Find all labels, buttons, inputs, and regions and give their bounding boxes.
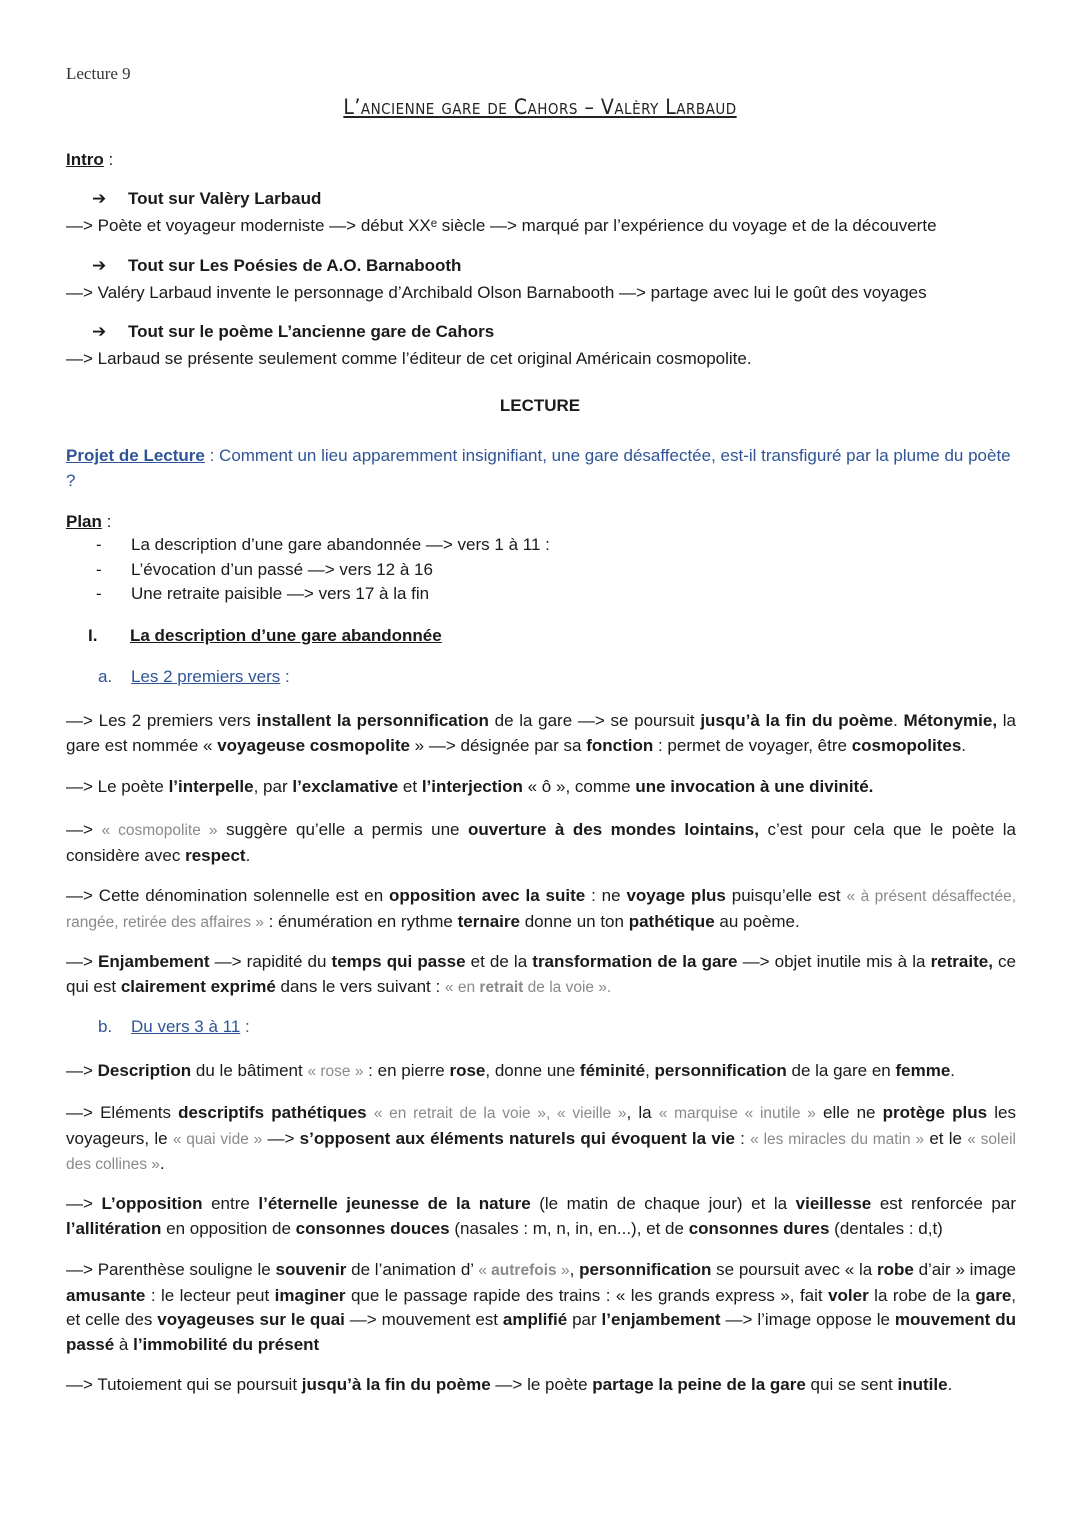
section-heading: I. La description d’une gare abandonnée xyxy=(88,626,442,645)
paragraph-2: —> Le poète l’interpelle, par l’exclamative et l’interjection « ô », comme une invocation à une divinité. xyxy=(66,777,874,796)
intro-detail-3: —> Larbaud se présente seulement comme l’éditeur de cet original Américain cosmopolite. xyxy=(66,349,752,368)
paragraph-6: —> Description du le bâtiment « rose » : en pierre rose, donne une féminité, personnification de la gare en femme. xyxy=(66,1061,956,1080)
paragraph-4: —> Cette dénomination solennelle est en opposition avec la suite : ne voyage plus puisqu’elle est « à présent désaffectée, rangée, retirée des affaires » : énumération en rythme ternaire donne un ton pathétique au poème. xyxy=(66,886,1017,931)
intro-heading-line: Intro : xyxy=(66,150,114,169)
plan-item: - L’évocation d’un passé —> vers 12 à 16 xyxy=(96,560,433,579)
projet-label: Projet de Lecture xyxy=(66,446,205,465)
plan-heading-line: Plan : xyxy=(66,512,112,531)
intro-detail-2: —> Valéry Larbaud invente le personnage d’Archibald Olson Barnabooth —> partage avec lui le goût des voyages xyxy=(66,283,927,302)
projet-text: : Comment un lieu apparemment insignifiant, une gare désaffectée, est-il transfiguré par la plume du poète ? xyxy=(66,446,1011,490)
plan-item: - La description d’une gare abandonnée —> vers 1 à 11 : xyxy=(96,535,550,554)
intro-bullet-2: ➔ Tout sur Les Poésies de A.O. Barnabooth xyxy=(92,256,462,275)
paragraph-7: —> Eléments descriptifs pathétiques « en retrait de la voie », « vieille », la « marquise « inutile » elle ne protège plus les voyageurs, le « quai vide » —> s’opposent aux éléments naturels qui évoquent la vie : « les miracles du matin » et le « soleil des collines ». xyxy=(66,1103,1016,1173)
projet-de-lecture xyxy=(66,444,1016,493)
paragraph-9: —> Parenthèse souligne le souvenir de l’animation d’ « autrefois », personnification se poursuit avec « la robe d’air » image amusante : le lecteur peut imaginer que le passage rapide des trains : « les grands express », fait voler la robe de la gare, et celle des voyageuses sur le quai —> mouvement est amplifié par l’enjambement —> l’image oppose le mouvement du passé à l’immobilité du présent xyxy=(66,1260,1017,1354)
paragraph-3: —> « cosmopolite » suggère qu’elle a permis une ouverture à des mondes lointains, c’est pour cela que le poète la considère avec respect. xyxy=(66,820,1017,865)
intro-bullet-1: ➔ Tout sur Valèry Larbaud xyxy=(92,189,322,208)
page-title: L’ancienne gare de Cahors – Valèry Larbaud xyxy=(343,95,737,119)
subsection-a: a. Les 2 premiers vers : xyxy=(98,667,290,686)
paragraph-1: —> Les 2 premiers vers installent la personnification de la gare —> se poursuit jusqu’à la fin du poème. Métonymie, la gare est nommée « voyageuse cosmopolite » —> désignée par sa fonction : permet de voyager, être cosmopolites. xyxy=(66,711,1016,755)
plan-item: - Une retraite paisible —> vers 17 à la fin xyxy=(96,584,430,603)
plan-heading: Plan xyxy=(66,512,102,531)
arrow-right-icon: ➔ xyxy=(92,256,107,275)
paragraph-5: —> Enjambement —> rapidité du temps qui passe et de la transformation de la gare —> objet inutile mis à la retraite, ce qui est clairement exprimé dans le vers suivant : « en retrait de la voie ». xyxy=(66,952,1016,996)
intro-heading: Intro xyxy=(66,150,104,169)
intro-bullet-3: ➔ Tout sur le poème L’ancienne gare de Cahors xyxy=(92,322,495,341)
subsection-b: b. Du vers 3 à 11 : xyxy=(98,1017,250,1036)
lecture-label: Lecture 9 xyxy=(66,64,131,83)
intro-detail-1: —> Poète et voyageur moderniste —> début XXᵉ siècle —> marqué par l’expérience du voyage et de la découverte xyxy=(66,216,937,235)
paragraph-10: —> Tutoiement qui se poursuit jusqu’à la fin du poème —> le poète partage la peine de la gare qui se sent inutile. xyxy=(66,1375,953,1394)
arrow-right-icon: ➔ xyxy=(92,189,107,208)
paragraph-8: —> L’opposition entre l’éternelle jeunesse de la nature (le matin de chaque jour) et la vieillesse est renforcée par l’allitération en opposition de consonnes douces (nasales : m, n, in, en...), et de consonnes dures (dentales : d,t) xyxy=(66,1194,1016,1238)
arrow-right-icon: ➔ xyxy=(92,322,107,341)
lecture-heading: LECTURE xyxy=(499,396,581,415)
